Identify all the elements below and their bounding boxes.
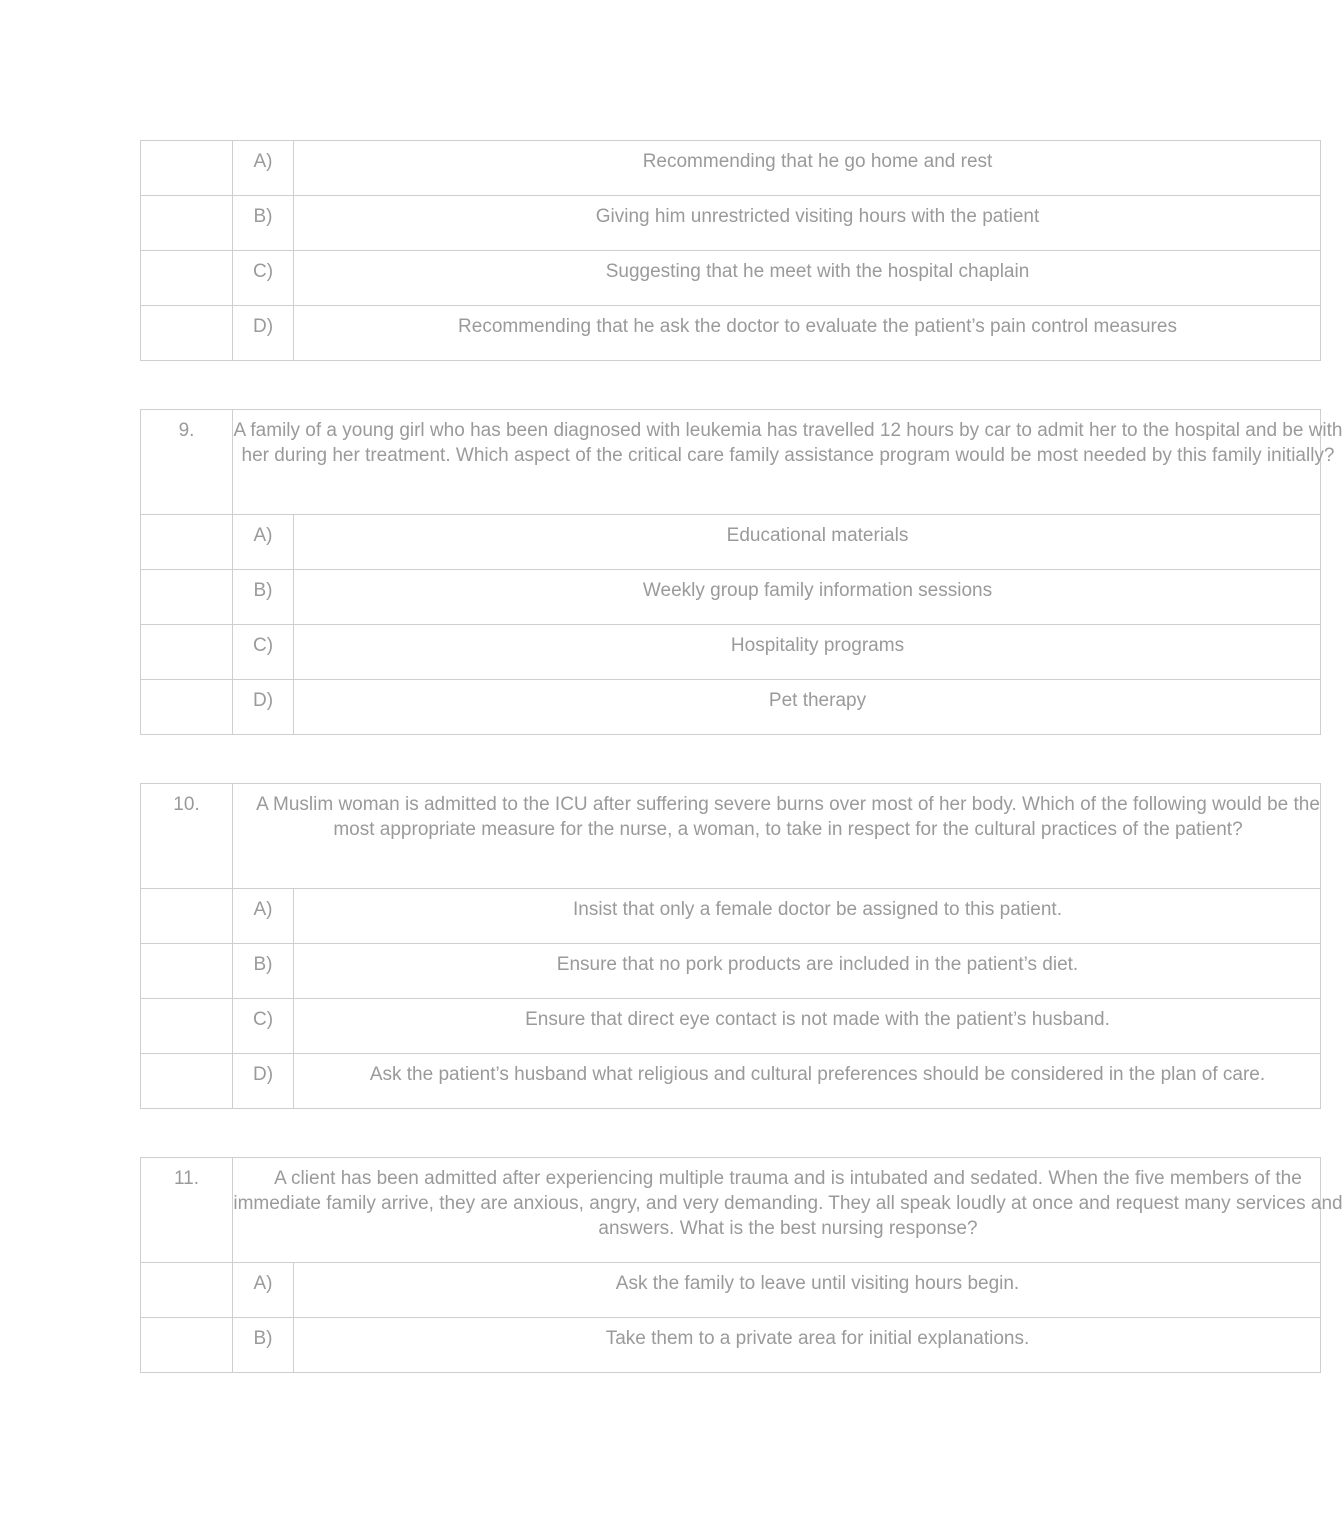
empty-cell [141, 196, 233, 251]
option-text: Suggesting that he meet with the hospital chaplain [605, 261, 1030, 282]
option-text-cell [294, 1054, 1321, 1109]
option-text: Ask the family to leave until visiting hours begin. [615, 1273, 1020, 1294]
empty-cell [141, 1263, 233, 1318]
option-text: Giving him unrestricted visiting hours with the patient [595, 206, 1040, 227]
option-row [141, 141, 1321, 196]
option-text: Take them to a private area for initial explanations. [605, 1328, 1030, 1349]
option-text: Ask the patient’s husband what religious and cultural preferences should be considered in the plan of care. [369, 1064, 1266, 1085]
option-text-cell [294, 999, 1321, 1054]
question-block [140, 409, 1343, 735]
option-text: Hospitality programs [730, 635, 905, 656]
option-row [141, 515, 1321, 570]
option-row [141, 944, 1321, 999]
option-letter: D) [233, 1054, 294, 1109]
option-letter: A) [233, 1263, 294, 1318]
empty-cell [141, 625, 233, 680]
option-text-cell [294, 1263, 1321, 1318]
empty-cell [141, 999, 233, 1054]
option-text: Weekly group family information sessions [642, 580, 993, 601]
option-letter: A) [233, 515, 294, 570]
option-row [141, 680, 1321, 735]
option-text: Educational materials [726, 525, 909, 546]
empty-cell [141, 306, 233, 361]
question-block [140, 140, 1321, 361]
option-text: Recommending that he ask the doctor to evaluate the patient’s pain control measures [458, 316, 1177, 337]
question-block [140, 783, 1321, 1109]
option-row [141, 999, 1321, 1054]
empty-cell [141, 570, 233, 625]
option-text-cell [294, 515, 1321, 570]
option-text: Ensure that no pork products are included in the patient’s diet. [556, 954, 1079, 975]
empty-cell [141, 944, 233, 999]
empty-cell [141, 1054, 233, 1109]
option-row [141, 196, 1321, 251]
question-stem-row [141, 1158, 1321, 1263]
option-text: Insist that only a female doctor be assigned to this patient. [572, 899, 1062, 920]
question-stem-cell [233, 784, 1321, 889]
question-number: 10. [141, 784, 233, 889]
question-stem: A client has been admitted after experiencing multiple trauma and is intubated and sedated. When the five members of the immediate family arrive, they are anxious, angry, and very demanding. They all speak loudly at once and request many services and answers. What is the best nursing response? [233, 1168, 1343, 1239]
option-text: Ensure that direct eye contact is not made with the patient’s husband. [525, 1009, 1110, 1030]
option-row [141, 1263, 1321, 1318]
option-row [141, 1054, 1321, 1109]
empty-cell [141, 680, 233, 735]
option-text-cell [294, 570, 1321, 625]
empty-cell [141, 251, 233, 306]
option-row [141, 251, 1321, 306]
option-text-cell [294, 680, 1321, 735]
option-text-cell [294, 1318, 1321, 1373]
option-row [141, 1318, 1321, 1373]
empty-cell [141, 141, 233, 196]
option-letter: B) [233, 944, 294, 999]
question-number: 11. [141, 1158, 233, 1263]
option-letter: C) [233, 625, 294, 680]
question-number: 9. [141, 410, 233, 515]
option-letter: A) [233, 141, 294, 196]
option-text: Recommending that he go home and rest [642, 151, 993, 172]
option-letter: B) [233, 196, 294, 251]
option-text-cell [294, 141, 1321, 196]
option-text: Pet therapy [768, 690, 867, 711]
question-stem-row [141, 784, 1321, 889]
empty-cell [141, 515, 233, 570]
option-text-cell [294, 625, 1321, 680]
option-text-cell [294, 251, 1321, 306]
option-letter: D) [233, 306, 294, 361]
option-text-cell [294, 196, 1321, 251]
option-row [141, 570, 1321, 625]
question-stem-cell [233, 1158, 1343, 1263]
empty-cell [141, 889, 233, 944]
option-letter: D) [233, 680, 294, 735]
option-letter: A) [233, 889, 294, 944]
option-row [141, 889, 1321, 944]
option-letter: C) [233, 251, 294, 306]
empty-cell [141, 1318, 233, 1373]
question-block [140, 1157, 1343, 1373]
option-letter: B) [233, 1318, 294, 1373]
option-row [141, 625, 1321, 680]
question-stem-cell [233, 410, 1343, 515]
question-stem: A Muslim woman is admitted to the ICU after suffering severe burns over most of her body. Which of the following would be the most appropriate measure for the nurse, a woman, to take in respect for the cultural practices of the patient? [256, 794, 1320, 840]
question-stem: A family of a young girl who has been diagnosed with leukemia has travelled 12 hours by car to admit her to the hospital and be with her during her treatment. Which aspect of the critical care family assistance program would be most needed by this family initially? [233, 420, 1343, 466]
option-letter: C) [233, 999, 294, 1054]
question-stem-row [141, 410, 1321, 515]
option-row [141, 306, 1321, 361]
option-text-cell [294, 944, 1321, 999]
option-text-cell [294, 889, 1321, 944]
option-letter: B) [233, 570, 294, 625]
option-text-cell [294, 306, 1321, 361]
